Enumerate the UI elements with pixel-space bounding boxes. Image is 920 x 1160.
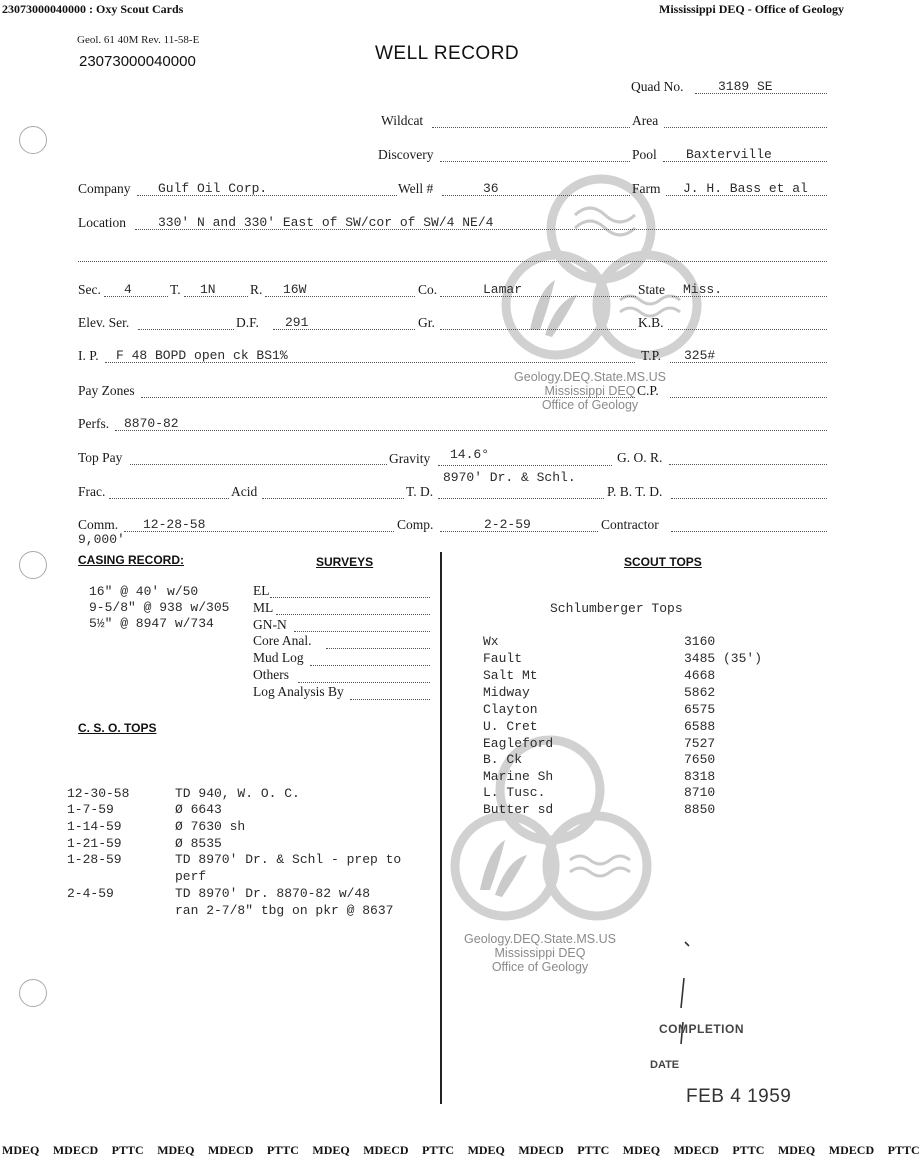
label-well: Well # (398, 181, 434, 196)
watermark-line: Mississippi DEQ (494, 946, 586, 960)
label-cp: C.P. (637, 383, 659, 398)
survey-item: Others (253, 666, 289, 682)
value-td: 8970' Dr. & Schl. (443, 470, 576, 485)
footer-item: MDEQ (467, 1143, 505, 1157)
field-line (440, 161, 630, 162)
value-pool: Baxterville (686, 147, 772, 162)
label-comm: Comm. (78, 517, 119, 532)
survey-item: GN-N (253, 616, 287, 632)
stamp-date-label: DATE (650, 1059, 680, 1071)
surveys-heading: SURVEYS (316, 555, 374, 569)
scout-top-name: U. Cret (483, 719, 538, 734)
value-t: 1N (200, 282, 216, 297)
form-code: Geol. 61 40M Rev. 11-58-E (77, 34, 200, 46)
cso-text: Ø 7630 sh (175, 819, 246, 834)
value-co: Lamar (483, 282, 523, 297)
value-comm-depth: 9,000' (78, 532, 125, 547)
scout-top-name: B. Ck (483, 752, 523, 767)
label-discovery: Discovery (378, 147, 434, 162)
value-farm: J. H. Bass et al (683, 181, 808, 196)
scout-top-depth: 8850 (684, 802, 716, 817)
scout-top-depth: 8318 (684, 769, 716, 784)
cso-text: ran 2-7/8" tbg on pkr @ 8637 (175, 903, 394, 918)
field-line (440, 296, 636, 297)
scout-tops-heading: SCOUT TOPS (624, 555, 702, 569)
field-line (442, 195, 630, 196)
field-line (270, 597, 430, 598)
cso-text: TD 8970' Dr. & Schl - prep to (175, 852, 402, 867)
field-line (350, 699, 430, 700)
cso-date: 2-4-59 (67, 886, 114, 901)
scout-top-name: Wx (483, 634, 499, 649)
field-line (294, 631, 430, 632)
label-df: D.F. (236, 315, 259, 330)
label-frac: Frac. (78, 484, 106, 499)
label-quad-no: Quad No. (631, 79, 684, 94)
field-line (115, 430, 827, 431)
casing-heading: CASING RECORD: (78, 553, 185, 567)
value-sec: 4 (124, 282, 132, 297)
scout-top-name: Butter sd (483, 802, 554, 817)
label-td: T. D. (406, 484, 434, 499)
label-perfs: Perfs. (78, 416, 110, 431)
label-t: T. (170, 282, 181, 297)
stamp-date: FEB 4 1959 (686, 1086, 792, 1107)
page-title: WELL RECORD (375, 43, 520, 64)
header-left: 23073000040000 : Oxy Scout Cards (2, 2, 184, 16)
footer-item: MDECD (673, 1143, 719, 1157)
footer-item: PTTC (732, 1143, 765, 1157)
scout-top-depth: 7650 (684, 752, 716, 767)
footer-item: MDEQ (312, 1143, 350, 1157)
scout-top-depth: 4668 (684, 668, 716, 683)
casing-list (89, 584, 229, 632)
field-line (184, 296, 248, 297)
cso-date: 12-30-58 (67, 786, 130, 801)
label-pay-zones: Pay Zones (78, 383, 135, 398)
casing-row: 9-5/8" @ 938 w/305 (89, 600, 230, 615)
column-divider (440, 552, 442, 1104)
survey-item: Mud Log (253, 650, 304, 666)
survey-item: ML (253, 599, 274, 615)
value-location: 330' N and 330' East of SW/cor of SW/4 NE/4 (158, 215, 494, 230)
label-wildcat: Wildcat (381, 113, 424, 128)
watermark-line: Geology.DEQ.State.MS.US (464, 932, 616, 946)
watermark-text (455, 932, 625, 974)
field-line (138, 329, 234, 330)
scout-top-depth: 8710 (684, 785, 716, 800)
scout-top-name: L. Tusc. (483, 785, 546, 800)
field-line (310, 665, 430, 666)
field-line (130, 464, 387, 465)
scout-top-name: Fault (483, 651, 523, 666)
label-state: State (638, 282, 665, 297)
field-line (664, 127, 827, 128)
field-line (104, 296, 168, 297)
label-pbtd: P. B. T. D. (607, 484, 663, 499)
field-line (262, 498, 404, 499)
value-company: Gulf Oil Corp. (158, 181, 268, 196)
scout-top-depth: 6575 (684, 702, 716, 717)
cso-text: perf (175, 869, 207, 884)
label-tp: T.P. (641, 348, 662, 363)
field-line (438, 498, 604, 499)
value-tp: 325# (684, 348, 716, 363)
value-df: 291 (285, 315, 309, 330)
stamp-completion: COMPLETION (659, 1022, 744, 1036)
label-acid: Acid (231, 484, 258, 499)
label-ip: I. P. (78, 348, 99, 363)
field-line (298, 682, 430, 683)
label-r: R. (250, 282, 263, 297)
field-line (670, 397, 827, 398)
watermark-line: Mississippi DEQ (544, 384, 636, 398)
label-area: Area (632, 113, 659, 128)
value-ip: F 48 BOPD open ck BS1% (116, 348, 288, 363)
cso-text: Ø 6643 (175, 802, 222, 817)
header-right: Mississippi DEQ - Office of Geology (659, 2, 844, 16)
scout-top-depth: 6588 (684, 719, 716, 734)
footer-item: MDEQ (2, 1143, 40, 1157)
footer-item: MDEQ (622, 1143, 661, 1157)
value-well: 36 (483, 181, 499, 196)
watermark-line: Office of Geology (541, 398, 639, 412)
footer-item: MDECD (52, 1143, 99, 1157)
footer-item: MDECD (828, 1143, 875, 1157)
scout-top-name: Clayton (483, 702, 538, 717)
cso-heading: C. S. O. TOPS (78, 721, 157, 735)
api-number: 23073000040000 (79, 53, 196, 70)
field-line (326, 648, 430, 649)
cso-date: 1-28-59 (67, 852, 122, 867)
value-perfs: 8870-82 (124, 416, 179, 431)
cso-date: 1-21-59 (67, 836, 122, 851)
value-comm: 12-28-58 (143, 517, 206, 532)
field-line (141, 397, 635, 398)
label-pool: Pool (632, 147, 657, 162)
survey-item: Core Anal. (253, 633, 312, 649)
field-line (671, 498, 827, 499)
label-co: Co. (418, 282, 438, 297)
value-comp: 2-2-59 (484, 517, 531, 532)
scout-top-depth: 5862 (684, 685, 716, 700)
label-farm: Farm (632, 181, 661, 196)
field-line (438, 465, 612, 466)
footer-item: PTTC (266, 1143, 299, 1157)
label-comp: Comp. (397, 517, 434, 532)
scout-top-name: Salt Mt (483, 668, 538, 683)
casing-row: 16" @ 40' w/50 (89, 584, 199, 599)
scout-top-name: Marine Sh (483, 769, 554, 784)
scout-top-depth: 3485 (35') (684, 651, 763, 666)
label-top-pay: Top Pay (78, 450, 123, 465)
label-kb: K.B. (638, 315, 664, 330)
scout-top-depth: 7527 (684, 736, 716, 751)
watermark-line: Geology.DEQ.State.MS.US (514, 370, 666, 384)
scout-top-depth: 3160 (684, 634, 716, 649)
field-line (668, 329, 827, 330)
cso-text: Ø 8535 (175, 836, 222, 851)
label-contractor: Contractor (601, 517, 659, 532)
footer-item: PTTC (577, 1143, 610, 1157)
label-gr: Gr. (418, 315, 435, 330)
footer-item: MDEQ (777, 1143, 816, 1157)
scout-top-name: Eagleford (483, 736, 554, 751)
footer-item: MDECD (363, 1143, 409, 1157)
scout-top-name: Midway (483, 685, 530, 700)
field-line (440, 329, 636, 330)
label-gravity: Gravity (389, 451, 431, 466)
field-line (671, 531, 827, 532)
footer-item: PTTC (887, 1143, 920, 1157)
footer-item: PTTC (111, 1143, 144, 1157)
label-location: Location (78, 215, 126, 230)
field-line (276, 614, 430, 615)
footer-item: MDECD (208, 1143, 254, 1157)
label-company: Company (78, 181, 131, 196)
field-line (669, 464, 827, 465)
casing-row: 5½" @ 8947 w/734 (89, 616, 214, 631)
cso-date: 1-14-59 (67, 819, 122, 834)
survey-item: EL (253, 583, 270, 598)
value-state: Miss. (683, 282, 723, 297)
label-elev: Elev. Ser. (78, 315, 130, 330)
field-line (78, 261, 827, 262)
footer-item: MDECD (518, 1143, 564, 1157)
value-r: 16W (283, 282, 307, 297)
scout-tops-subheading: Schlumberger Tops (550, 601, 683, 616)
label-gor: G. O. R. (617, 450, 663, 465)
field-line (432, 127, 630, 128)
field-line (109, 498, 229, 499)
cso-date: 1-7-59 (67, 802, 114, 817)
watermark-line: Office of Geology (491, 960, 589, 974)
value-quad-no: 3189 SE (718, 79, 773, 94)
cso-text: TD 8970' Dr. 8870-82 w/48 (175, 886, 371, 901)
survey-item: Log Analysis By (253, 683, 344, 699)
footer-bar (0, 1143, 920, 1158)
value-gravity: 14.6° (450, 447, 490, 462)
label-sec: Sec. (78, 282, 101, 297)
footer-item: PTTC (422, 1143, 455, 1157)
footer-item: MDEQ (157, 1143, 195, 1157)
cso-text: TD 940, W. O. C. (175, 786, 300, 801)
